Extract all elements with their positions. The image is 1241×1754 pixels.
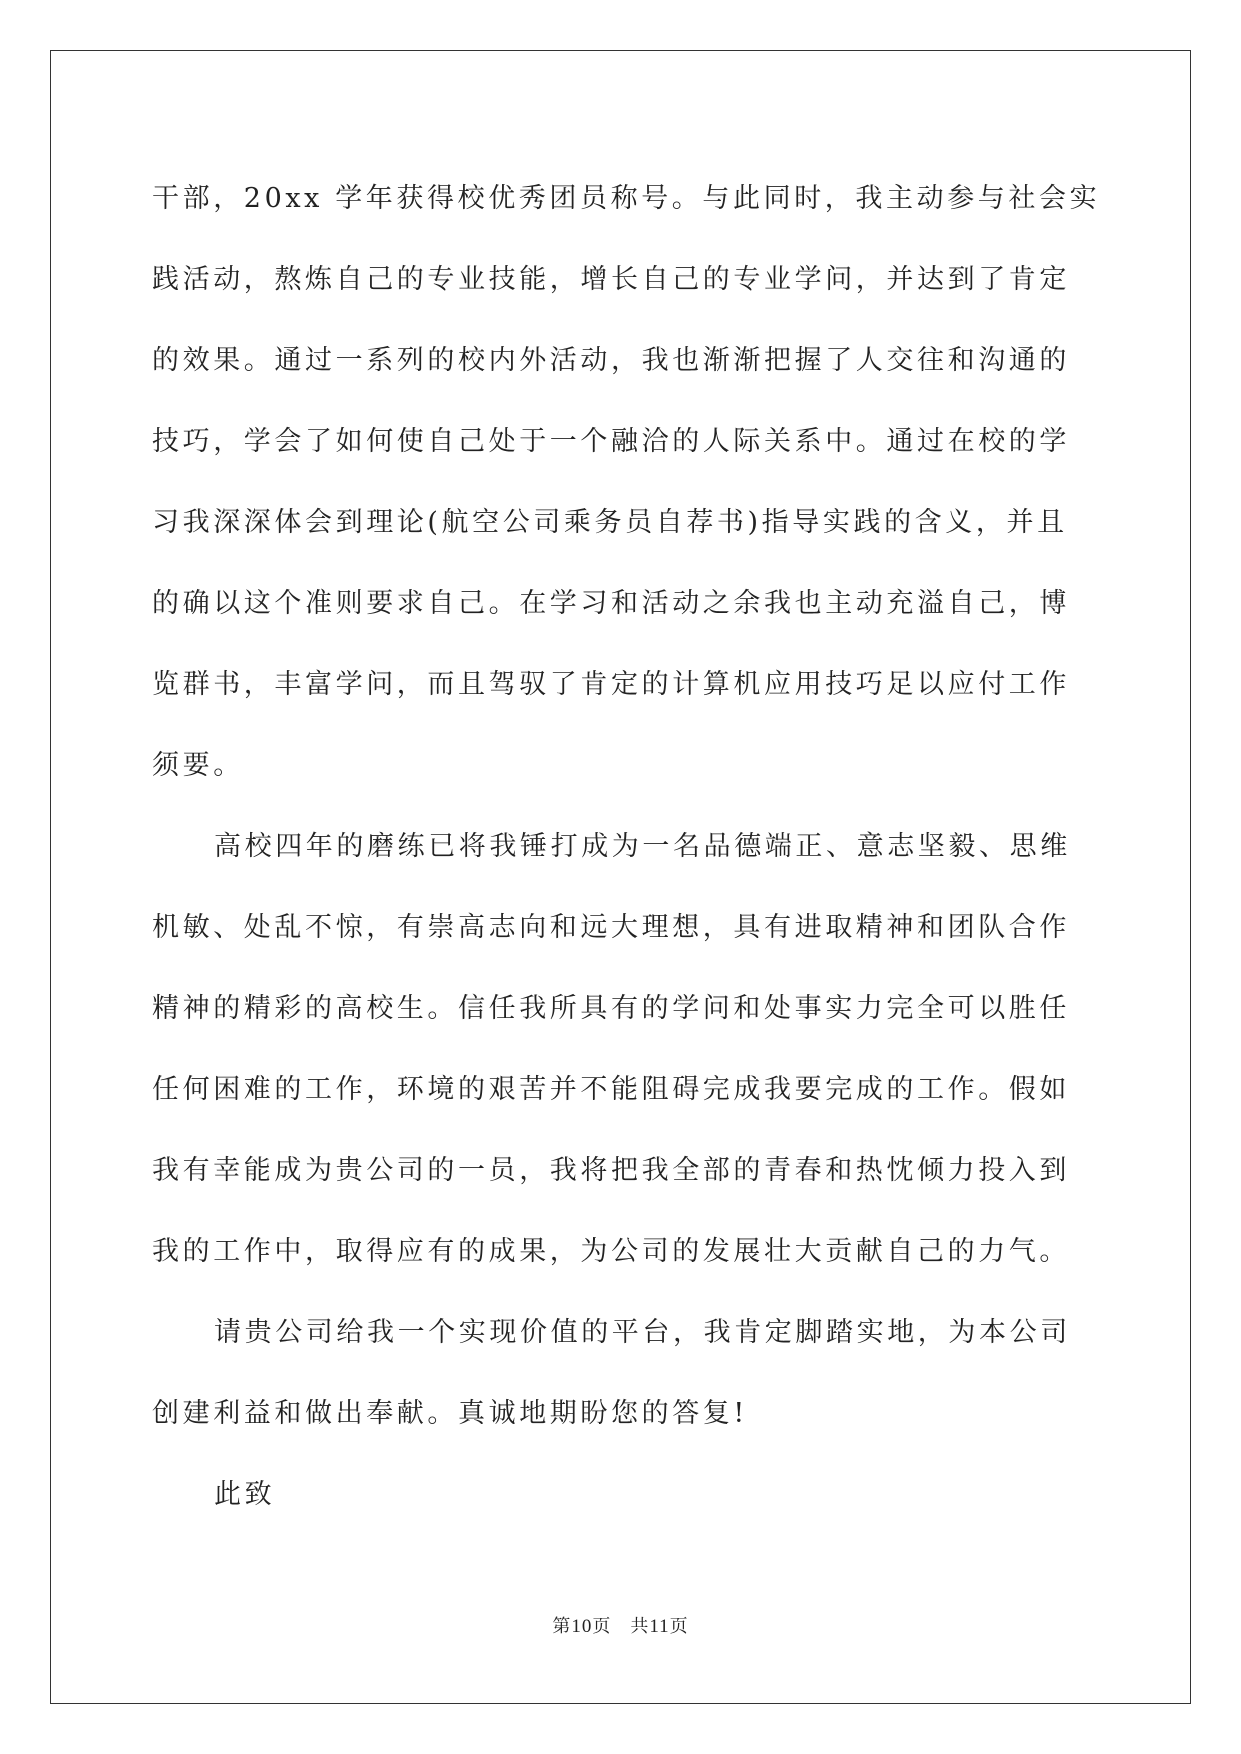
paragraph-start-line: 高校四年的磨练已将我锤打成为一名品德端正、意志坚毅、思维 <box>214 831 1071 862</box>
body-line: 我有幸能成为贵公司的一员，我将把我全部的青春和热忱倾力投入到 <box>152 1155 1070 1186</box>
body-line: 须要。 <box>152 750 244 781</box>
footer-prefix: 第 <box>552 1616 572 1637</box>
body-line: 创建利益和做出奉献。真诚地期盼您的答复! <box>152 1398 748 1429</box>
letter-body <box>152 158 1101 1535</box>
closing-salutation: 此致 <box>214 1479 276 1510</box>
body-line: 的确以这个准则要求自己。在学习和活动之余我也主动充溢自己，博 <box>152 588 1070 619</box>
footer-middle: 页 共 <box>592 1616 650 1637</box>
body-line: 的效果。通过一系列的校内外活动，我也渐渐把握了人交往和沟通的 <box>152 345 1070 376</box>
total-pages: 11 <box>649 1616 670 1637</box>
body-line: 习我深深体会到理论(航空公司乘务员自荐书)指导实践的含义，并且 <box>152 507 1068 538</box>
body-line: 任何困难的工作，环境的艰苦并不能阻碍完成我要完成的工作。假如 <box>152 1074 1070 1105</box>
body-line: 机敏、处乱不惊，有崇高志向和远大理想，具有进取精神和团队合作 <box>152 912 1070 943</box>
page-footer <box>0 1612 1241 1638</box>
body-line: 践活动，熬炼自己的专业技能，增长自己的专业学问，并达到了肯定 <box>152 264 1070 295</box>
body-line: 技巧，学会了如何使自己处于一个融洽的人际关系中。通过在校的学 <box>152 426 1070 457</box>
body-line: 干部，20xx 学年获得校优秀团员称号。与此同时，我主动参与社会实 <box>152 183 1101 214</box>
page-number: 10 <box>571 1616 593 1637</box>
body-line: 我的工作中，取得应有的成果，为公司的发展壮大贡献自己的力气。 <box>152 1236 1070 1267</box>
body-line: 精神的精彩的高校生。信任我所具有的学问和处事实力完全可以胜任 <box>152 993 1070 1024</box>
body-line: 览群书，丰富学问，而且驾驭了肯定的计算机应用技巧足以应付工作 <box>152 669 1070 700</box>
paragraph-start-line: 请贵公司给我一个实现价值的平台，我肯定脚踏实地，为本公司 <box>214 1317 1071 1348</box>
footer-suffix: 页 <box>669 1616 689 1637</box>
